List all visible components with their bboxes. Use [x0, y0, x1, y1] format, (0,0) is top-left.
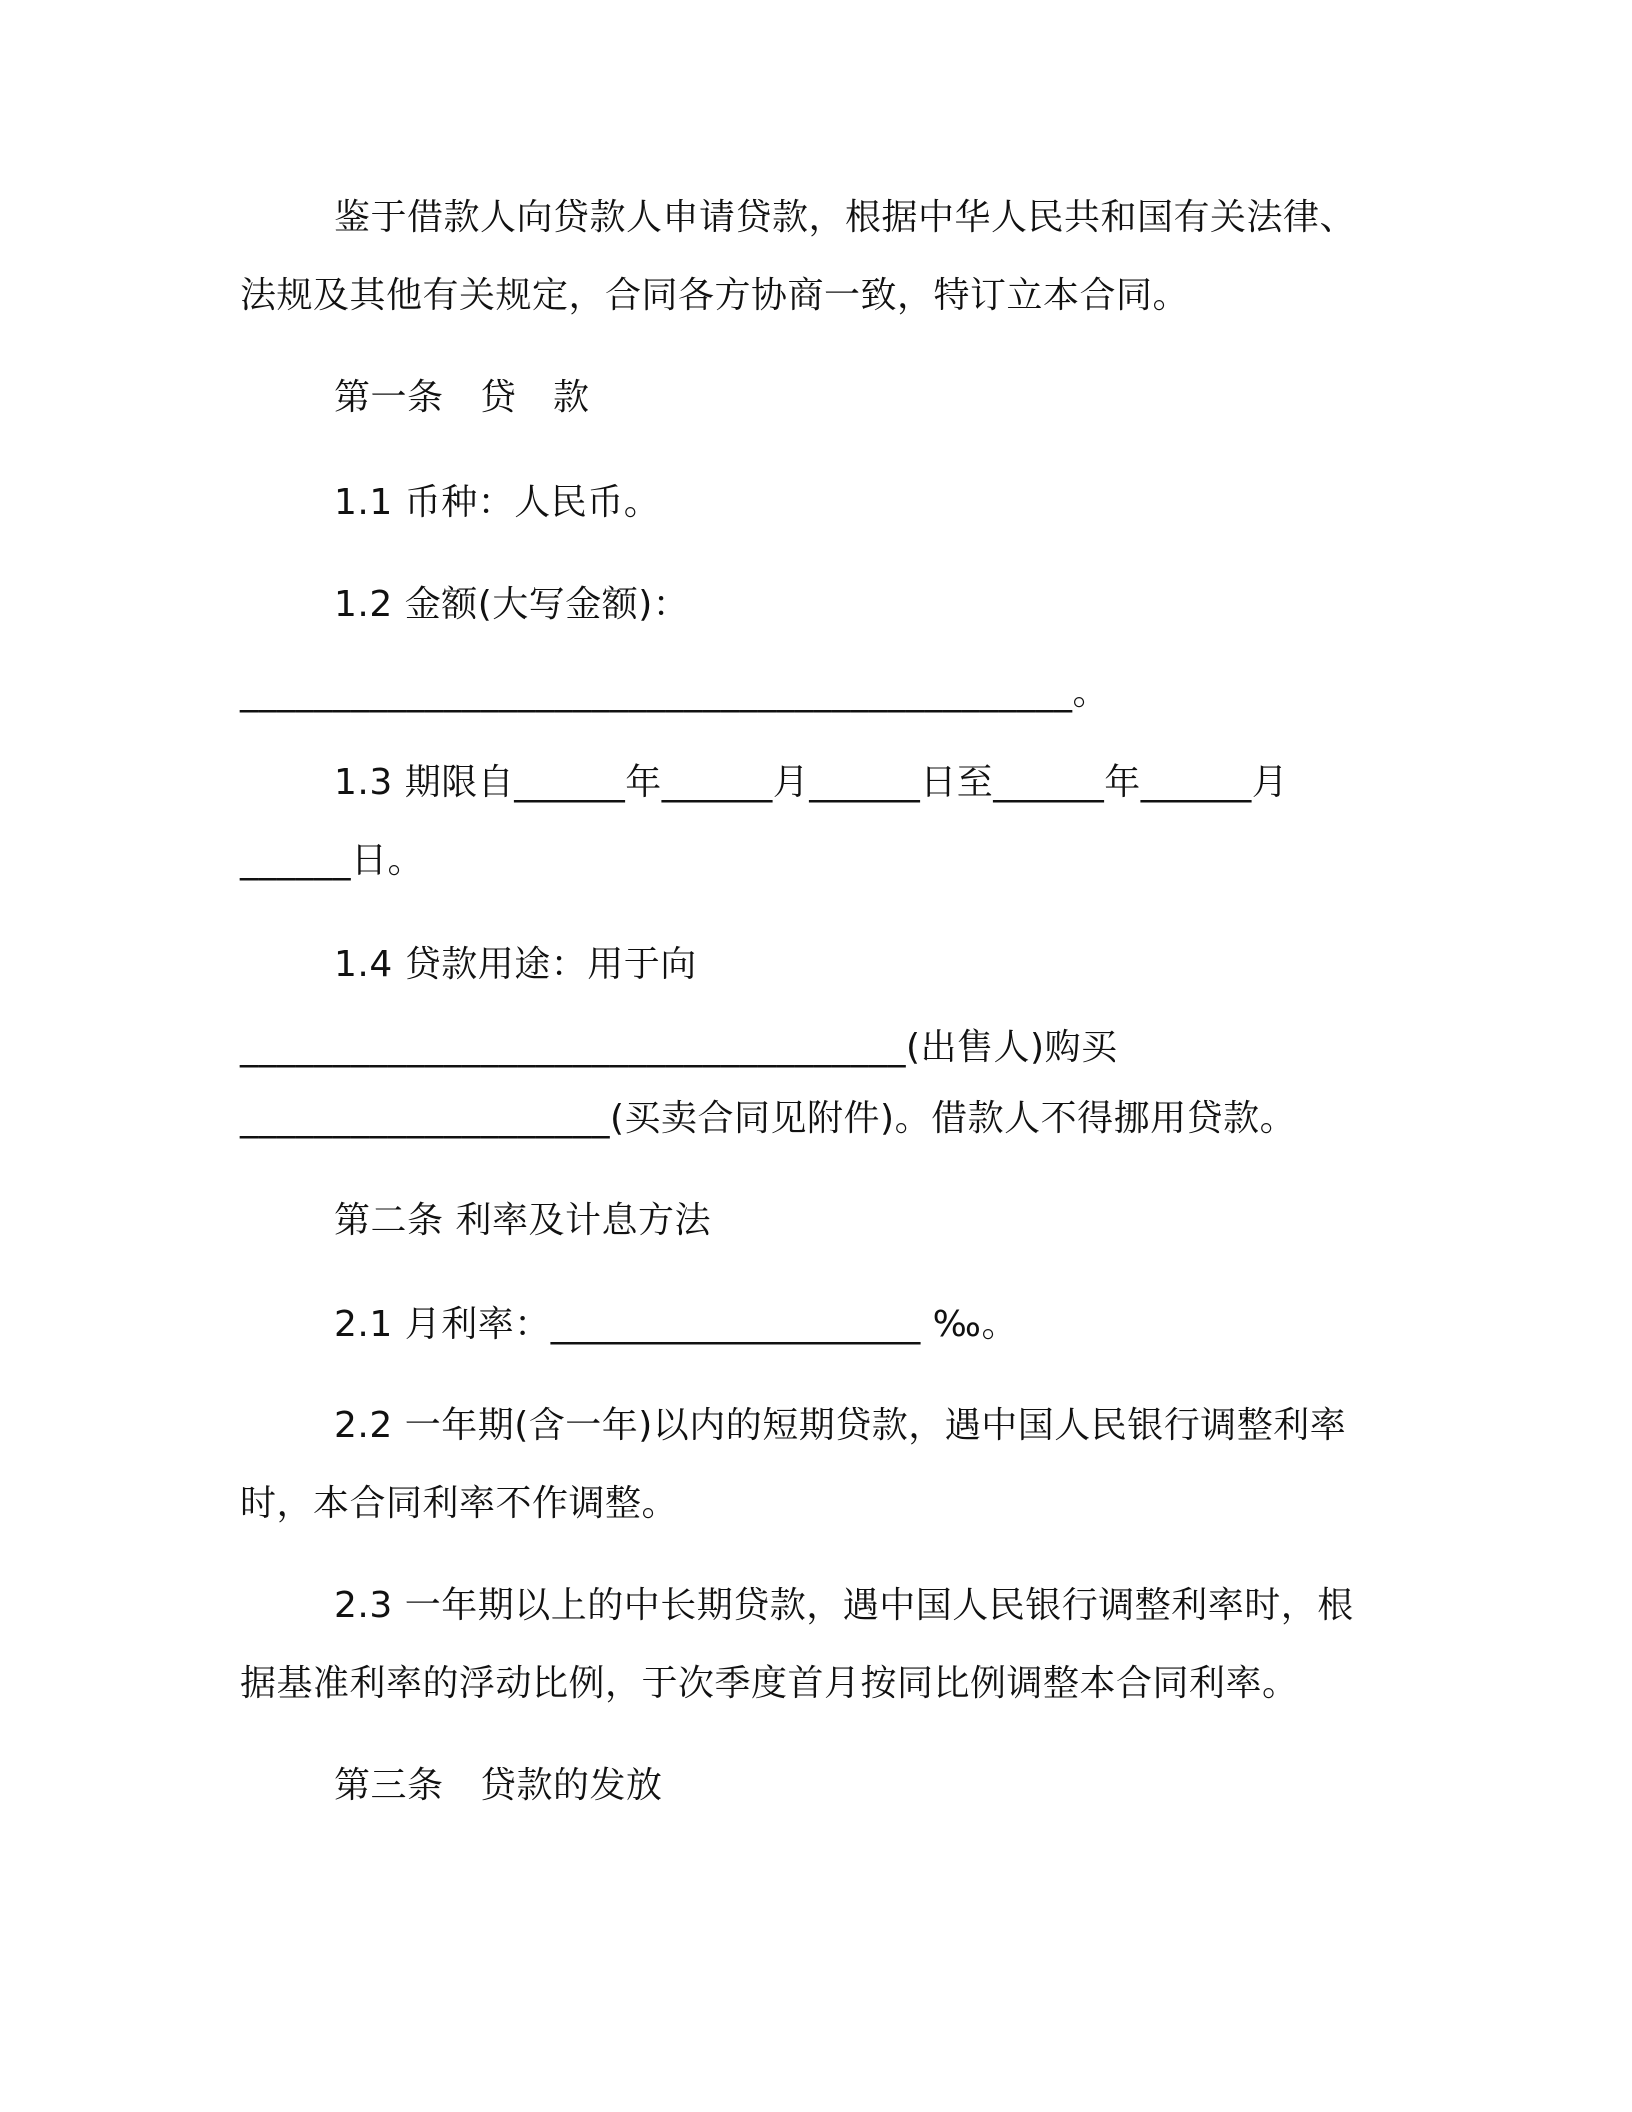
clause-1-1: 1.1 币种：人民币。: [334, 482, 661, 523]
clause-2-2-line-1: 2.2 一年期(含一年)以内的短期贷款，遇中国人民银行调整利率: [334, 1405, 1347, 1446]
clause-2-3-line-1: 2.3 一年期以上的中长期贷款，遇中国人民银行调整利率时，根: [334, 1585, 1354, 1626]
clause-1-3-line-1: 1.3 期限自______年______月______日至______年______月: [334, 762, 1289, 803]
article-1-heading: 第一条 贷 款: [334, 377, 590, 418]
clause-1-4-line-3: ____________________(买卖合同见附件)。借款人不得挪用贷款。: [240, 1098, 1297, 1139]
clause-1-3-line-2: ______日。: [240, 840, 425, 881]
preamble-line-2: 法规及其他有关规定，合同各方协商一致，特订立本合同。: [240, 275, 1190, 316]
clause-1-2: 1.2 金额(大写金额)：: [334, 584, 690, 625]
clause-1-4-line-1: 1.4 贷款用途：用于向: [334, 944, 697, 985]
clause-2-1: 2.1 月利率：____________________ ‰。: [334, 1304, 1018, 1345]
article-2-heading: 第二条 利率及计息方法: [334, 1200, 711, 1241]
preamble-line-1: 鉴于借款人向贷款人申请贷款，根据中华人民共和国有关法律、: [334, 197, 1357, 238]
clause-1-2-blank: _____________________________________________。: [240, 672, 1109, 713]
clause-2-2-line-2: 时，本合同利率不作调整。: [240, 1483, 679, 1524]
clause-1-4-line-2: ____________________________________(出售人)购买: [240, 1027, 1118, 1068]
clause-2-3-line-2: 据基准利率的浮动比例，于次季度首月按同比例调整本合同利率。: [240, 1663, 1299, 1704]
article-3-heading: 第三条 贷款的发放: [334, 1765, 663, 1806]
